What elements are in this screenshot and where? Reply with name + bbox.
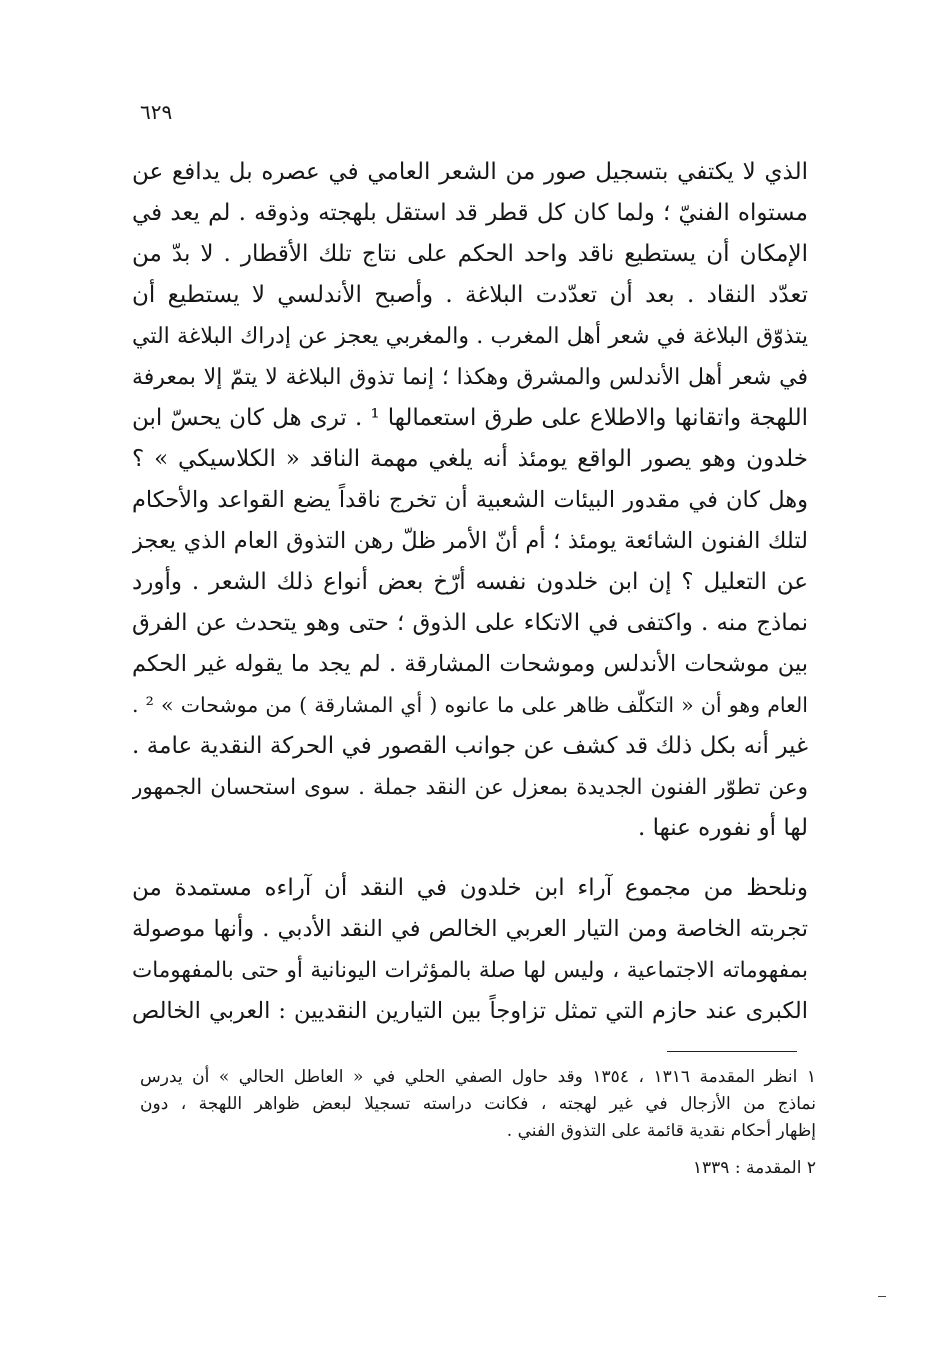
text-line: اللهجة واتقانها والاطلاع على طرق استعمالها ¹ . ترى هل كان يحسّ ابن [132,405,808,431]
text-line: ونلحظ من مجموع آراء ابن خلدون في النقد أن آراءه مستمدة من [132,875,808,901]
text-line: بين موشحات الأندلس وموشحات المشارقة . لم يجد ما يقوله غير الحكم [132,651,808,677]
page-number: ٦٢٩ [140,100,173,124]
text-line: يتذوّق البلاغة في شعر أهل المغرب . والمغربي يعجز عن إدراك البلاغة التي [132,324,808,349]
text-line: وهل كان في مقدور البيئات الشعبية أن تخرج ناقداً يضع القواعد والأحكام [132,487,808,513]
footnote-1-line: إظهار أحكام نقدية قائمة على التذوق الفني . [506,1121,816,1141]
footnote-1-line: ١ انظر المقدمة ١٣١٦ ، ١٣٥٤ وقد حاول الصفي الحلي في « العاطل الحالي » أن يدرس [140,1067,816,1087]
text-line: تجربته الخاصة ومن التيار العربي الخالص في النقد الأدبي . وأنها موصولة [132,916,808,942]
text-line: العام وهو أن « التكلّف ظاهر على ما عانوه ( أي المشارقة ) من موشحات » ² . [132,693,808,717]
footnotes [140,1064,816,1182]
text-line: الإمكان أن يستطيع ناقد واحد الحكم على نتاج تلك الأقطار . لا بدّ من [132,241,808,267]
text-line: نماذج منه . واكتفى في الاتكاء على الذوق ؛ حتى وهو يتحدث عن الفرق [132,610,808,636]
footnote-1-line: نماذج من الأزجال في غير لهجته ، فكانت دراسته تسجيلا لبعض ظواهر اللهجة ، دون [140,1094,816,1114]
paragraph-1 [132,152,808,849]
text-line: مستواه الفنيّ ؛ ولما كان كل قطر قد استقل بلهجته وذوقه . لم يعد في [132,200,808,226]
text-line: عن التعليل ؟ إن ابن خلدون نفسه أرّخ بعض أنواع ذلك الشعر . وأورد [132,569,808,595]
text-line: تعدّد النقاد . بعد أن تعدّدت البلاغة . وأصبح الأندلسي لا يستطيع أن [132,282,808,308]
scan-mark [878,1296,886,1297]
text-line: في شعر أهل الأندلس والمشرق وهكذا ؛ إنما تذوق البلاغة لا يتمّ إلا بمعرفة [132,365,808,390]
text-line: بمفهوماته الاجتماعية ، وليس لها صلة بالمؤثرات اليونانية أو حتى بالمفهومات [132,958,808,983]
footnote-divider [667,1051,797,1052]
text-line: لتلك الفنون الشائعة يومئذ ؛ أم أنّ الأمر ظلّ رهن التذوق العام الذي يعجز [132,528,808,554]
text-line: الذي لا يكتفي بتسجيل صور من الشعر العامي في عصره بل يدافع عن [132,159,808,185]
text-line: خلدون وهو يصور الواقع يومئذ أنه يلغي مهمة الناقد « الكلاسيكي » ؟ [132,446,808,472]
text-line-last: لها أو نفوره عنها . [637,815,808,841]
paragraph-2 [132,868,808,1032]
footnote-2: ٢ المقدمة : ١٣٣٩ [692,1158,816,1178]
text-line: وعن تطوّر الفنون الجديدة بمعزل عن النقد جملة . سوى استحسان الجمهور [132,775,808,800]
text-line: الكبرى عند حازم التي تمثل تزاوجاً بين التيارين النقديين : العربي الخالص [132,998,808,1024]
text-line: غير أنه بكل ذلك قد كشف عن جوانب القصور في الحركة النقدية عامة . [132,733,808,759]
